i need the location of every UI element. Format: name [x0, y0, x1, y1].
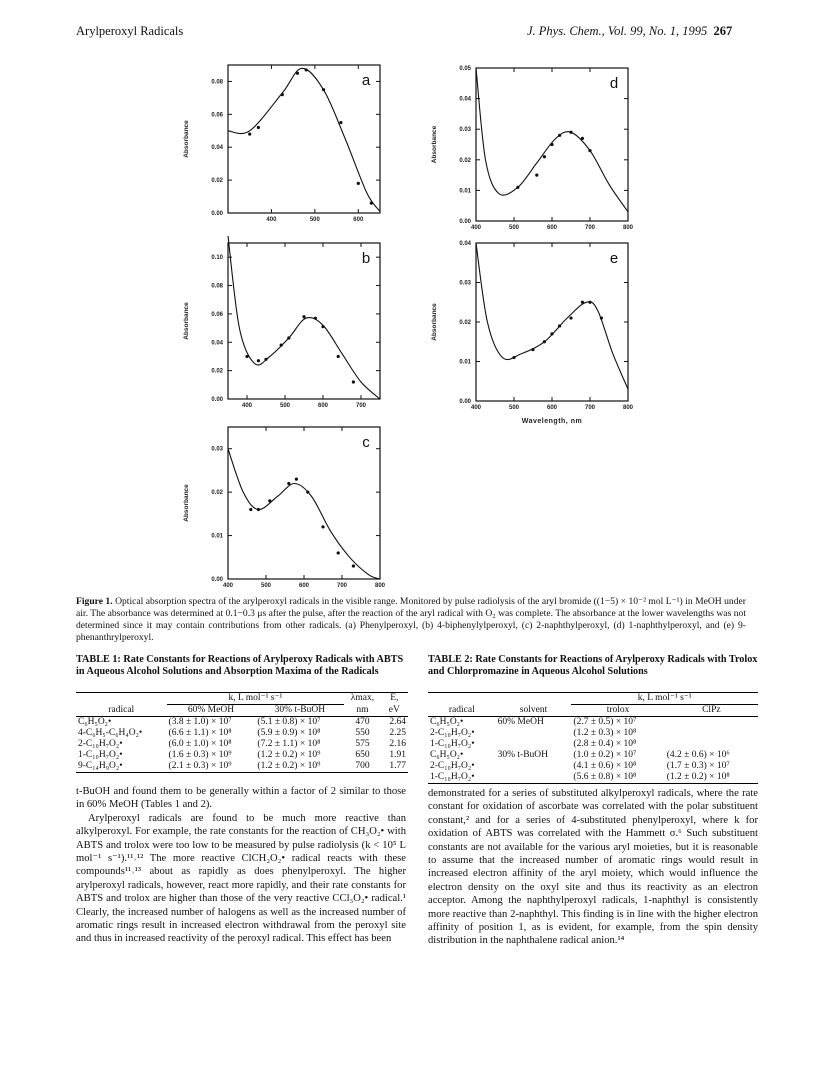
data-point — [281, 93, 284, 96]
table-row — [76, 717, 408, 729]
table2-col-trolox: trolox — [571, 705, 664, 717]
data-point — [245, 355, 248, 358]
y-tick-label: 0.10 — [211, 255, 223, 262]
x-tick-label: 400 — [266, 217, 277, 223]
table1-header-row-1 — [76, 693, 408, 705]
data-point — [569, 316, 572, 319]
data-point — [257, 359, 260, 362]
y-tick-label: 0.06 — [211, 112, 223, 119]
data-point — [322, 88, 325, 91]
fit-curve — [476, 243, 628, 389]
data-point — [295, 478, 298, 481]
y-axis-label: Absorbance — [183, 120, 190, 158]
fit-curve — [476, 68, 628, 212]
x-axis-label: Wavelength, nm — [521, 418, 583, 425]
table-row — [76, 728, 408, 739]
table2-cell-radical: 2-C₁₀H₇O₂• — [430, 728, 475, 738]
table2-col-radical: radical — [428, 705, 496, 717]
x-tick-label: 500 — [279, 403, 291, 409]
data-point — [305, 68, 308, 71]
y-tick-label: 0.00 — [211, 577, 223, 583]
table2-cell-trolox: (2.8 ± 0.4) × 10⁸ — [573, 739, 637, 749]
table2-cell-radical: 1-C₁₀H₇O₂• — [430, 739, 475, 749]
y-tick-label: 0.08 — [211, 79, 223, 86]
table1-cell-meoh: (6.0 ± 1.0) × 10⁸ — [168, 739, 232, 749]
x-tick-label: 600 — [317, 403, 329, 409]
table2-cell-radical: 1-C₁₀H₇O₂• — [430, 772, 475, 782]
x-tick-label: 800 — [374, 583, 386, 589]
table2 — [428, 692, 758, 784]
table1-cell-e: 1.91 — [389, 750, 406, 760]
table2-cell-trolox: (1.0 ± 0.2) × 10⁷ — [573, 750, 637, 760]
spectrum-plot-a — [183, 65, 380, 223]
data-point — [550, 143, 553, 146]
x-tick-label: 700 — [336, 583, 348, 589]
data-point — [569, 131, 572, 134]
y-tick-label: 0.03 — [459, 280, 471, 287]
plot-frame — [228, 65, 380, 213]
data-point — [535, 174, 538, 177]
data-point — [287, 482, 290, 485]
panel-label: b — [361, 250, 371, 267]
paragraph: Arylperoxyl radicals are found to be much more reactive than alkylperoxyl. For example, the rate constants for the reaction of CH₃O₂• with ABTS and trolox were too low to be measured by pulse radiolysis (k < 10⁵ L mol⁻¹ s⁻¹).¹¹˒¹² The more reactive ClCH₂O₂• radical reacts with these compounds¹¹˒¹³ about as rapidly as does phenylperoxyl. The higher arylperoxyl radicals, however, react more rapidly, and their rate constants for ABTS and trolox are higher than those of the very reactive CCl₃O₂• radical.¹ Clearly, the increased number of halogens as well as the increased number of aromatic rings result in increased electron withdrawal from the peroxyl site and thus in increased reactivity of the peroxyl radical. This effect has been — [76, 812, 406, 945]
fit-curve — [228, 68, 380, 211]
data-point — [306, 491, 309, 494]
x-tick-label: 800 — [622, 405, 634, 411]
data-point — [357, 182, 360, 185]
table2-cell-clpz — [665, 739, 758, 750]
y-tick-label: 0.01 — [459, 188, 471, 195]
panel-label: e — [609, 250, 619, 267]
table1-cell-lmax: 470 — [355, 717, 370, 727]
table2-cell-radical: C₆H₅O₂• — [430, 717, 464, 727]
y-tick-label: 0.00 — [459, 399, 471, 405]
table1-group-header: k, L mol⁻¹ s⁻¹ — [167, 693, 345, 705]
table1-col-radical: radical — [76, 705, 167, 717]
table1-cell-radical: 1-C₁₀H₇O₂• — [78, 750, 123, 760]
table1-cell-buoh: (5.9 ± 0.9) × 10⁸ — [257, 728, 321, 738]
table1-cell-lmax: 700 — [355, 761, 370, 771]
paragraph: t-BuOH and found them to be generally within a factor of 2 similar to those in 60% MeOH (Tables 1 and 2). — [76, 786, 406, 811]
table1-cell-meoh: (1.6 ± 0.3) × 10⁹ — [168, 750, 232, 760]
x-tick-label: 500 — [260, 583, 272, 589]
table2-col-clpz: ClPz — [665, 705, 758, 717]
table-row — [428, 739, 758, 750]
table2-group-header: k, L mol⁻¹ s⁻¹ — [571, 693, 758, 705]
table1-cell-radical: 4-C₆H₅-C₆H₄O₂• — [78, 728, 143, 738]
table1-col-buoh: 30% t-BuOH — [255, 705, 344, 717]
table1-e-header: E, — [390, 693, 399, 704]
table1-cell-radical: C₆H₅O₂• — [78, 717, 112, 727]
data-point — [339, 121, 342, 124]
data-point — [314, 317, 317, 320]
y-tick-label: 0.02 — [211, 368, 223, 375]
table2-cell-clpz: (4.2 ± 0.6) × 10⁶ — [666, 750, 730, 760]
table2-cell-radical: 2-C₁₀H₇O₂• — [430, 761, 475, 771]
data-point — [558, 134, 561, 137]
x-tick-label: 600 — [546, 405, 558, 411]
table1-unit-ev: eV — [381, 705, 408, 717]
table-row — [428, 772, 758, 784]
y-tick-label: 0.04 — [211, 145, 223, 152]
table2-header-row-1 — [428, 693, 758, 705]
table1-lmax-header: λmax, — [350, 693, 375, 704]
data-point — [321, 525, 324, 528]
table1 — [76, 692, 408, 773]
table1-header-row-2 — [76, 705, 408, 717]
table2-cell-solvent — [496, 761, 572, 772]
panel-label: a — [361, 72, 371, 89]
table1-cell-radical: 9-C₁₄H₉O₂• — [78, 761, 123, 771]
table-row — [428, 717, 758, 729]
data-point — [600, 316, 603, 319]
table2-cell-solvent — [496, 728, 572, 739]
fit-curve — [228, 449, 380, 579]
table2-cell-solvent — [496, 772, 572, 784]
x-tick-label: 700 — [584, 405, 596, 411]
y-tick-label: 0.02 — [459, 157, 471, 164]
journal-name: J. Phys. Chem., Vol. 99, No. 1, 1995 — [527, 24, 708, 38]
table2-cell-clpz: (1.7 ± 0.3) × 10⁷ — [666, 761, 730, 771]
table2-cell-solvent — [496, 739, 572, 750]
spectrum-plot-b — [183, 243, 380, 409]
data-point — [257, 126, 260, 129]
y-tick-label: 0.02 — [211, 178, 223, 185]
y-tick-label: 0.03 — [211, 446, 223, 453]
page-number: 267 — [713, 24, 733, 38]
y-tick-label: 0.04 — [211, 340, 223, 347]
y-tick-label: 0.02 — [211, 490, 223, 497]
data-point — [337, 355, 340, 358]
y-tick-label: 0.04 — [459, 96, 471, 103]
table1-col-meoh: 60% MeOH — [167, 705, 256, 717]
data-point — [302, 315, 305, 318]
data-point — [588, 301, 591, 304]
table1-cell-meoh: (2.1 ± 0.3) × 10⁹ — [168, 761, 232, 771]
table1-cell-e: 2.16 — [389, 739, 406, 749]
journal-citation — [527, 24, 732, 39]
table-row — [428, 728, 758, 739]
data-point — [558, 324, 561, 327]
x-tick-label: 400 — [222, 583, 234, 589]
y-axis-label: Absorbance — [183, 484, 190, 522]
data-point — [352, 380, 355, 383]
y-tick-label: 0.00 — [459, 219, 471, 225]
table2-header-row-2 — [428, 705, 758, 717]
table-row — [76, 739, 408, 750]
x-tick-label: 600 — [546, 225, 558, 231]
x-tick-label: 700 — [355, 403, 367, 409]
table-row — [428, 750, 758, 761]
y-tick-label: 0.03 — [459, 127, 471, 134]
plot-frame — [228, 427, 380, 579]
paragraph: demonstrated for a series of substituted alkylperoxyl radicals, where the rate constant for oxidation of ascorbate was correlated with the polar substituent constant,² and for a series of 4-substituted phenylperoxyl, where k for oxidation of ABTS was correlated with the Hammett σ.⁶ Such substituent constants are not available for the various aryl moieties, but it is reasonable to assume that the increased number of aromatic rings would result in increased electron affinity of the aryl moiety, which would influence the electron density on the oxyl site and thus its reactivity as an electron acceptor. Among the naphthylperoxyl radicals, 1-naphthyl is consistently more reactive than 2-naphthyl. This finding is in line with the higher electron affinity of position 1, as is evident, for example, from the spin density distribution in the naphthalene radical anion.¹⁴ — [428, 788, 758, 947]
data-point — [321, 325, 324, 328]
y-tick-label: 0.01 — [459, 359, 471, 366]
data-point — [531, 348, 534, 351]
spectrum-plot-e — [431, 241, 634, 425]
table2-cell-clpz: (1.2 ± 0.2) × 10⁸ — [666, 772, 730, 782]
x-tick-label: 700 — [584, 225, 596, 231]
y-tick-label: 0.01 — [211, 533, 223, 540]
data-point — [581, 137, 584, 140]
data-point — [287, 336, 290, 339]
y-tick-label: 0.05 — [459, 66, 471, 72]
x-tick-label: 400 — [470, 405, 482, 411]
x-tick-label: 400 — [241, 403, 253, 409]
table-row — [76, 761, 408, 773]
running-title: Arylperoxyl Radicals — [76, 24, 184, 38]
table1-cell-lmax: 550 — [355, 728, 370, 738]
plot-frame — [228, 243, 380, 399]
y-tick-label: 0.08 — [211, 283, 223, 290]
y-tick-label: 0.00 — [211, 211, 223, 217]
table2-cell-trolox: (5.6 ± 0.8) × 10⁸ — [573, 772, 637, 782]
x-tick-label: 500 — [508, 225, 520, 231]
table-row — [76, 750, 408, 761]
table2-cell-solvent: 60% MeOH — [497, 717, 544, 727]
data-point — [588, 149, 591, 152]
y-tick-label: 0.04 — [459, 241, 471, 247]
data-point — [516, 186, 519, 189]
x-tick-label: 400 — [470, 225, 482, 231]
data-point — [268, 499, 271, 502]
figure-label: Figure 1. — [76, 596, 113, 607]
data-point — [352, 564, 355, 567]
x-tick-label: 600 — [298, 583, 310, 589]
table1-cell-buoh: (1.2 ± 0.2) × 10⁹ — [257, 750, 321, 760]
data-point — [296, 72, 299, 75]
y-tick-label: 0.06 — [211, 311, 223, 318]
y-tick-label: 0.00 — [211, 397, 223, 403]
data-point — [543, 340, 546, 343]
data-point — [337, 551, 340, 554]
table1-cell-radical: 2-C₁₀H₇O₂• — [78, 739, 123, 749]
y-tick-label: 0.02 — [459, 320, 471, 326]
table1-cell-meoh: (6.6 ± 1.1) × 10⁸ — [168, 728, 232, 738]
x-tick-label: 800 — [622, 225, 634, 231]
data-point — [249, 508, 252, 511]
data-point — [543, 155, 546, 158]
table1-cell-e: 1.77 — [389, 761, 406, 771]
figure-caption — [76, 596, 746, 644]
x-tick-label: 500 — [309, 217, 320, 223]
table1-cell-meoh: (3.8 ± 1.0) × 10⁷ — [168, 717, 232, 727]
table1-cell-buoh: (7.2 ± 1.1) × 10⁸ — [257, 739, 321, 749]
panel-label: c — [362, 434, 370, 451]
table2-cell-radical: C₆H₅O₂• — [430, 750, 464, 760]
table1-cell-e: 2.64 — [389, 717, 406, 727]
table2-cell-trolox: (1.2 ± 0.3) × 10⁸ — [573, 728, 637, 738]
panel-label: d — [609, 75, 619, 92]
y-axis-label: Absorbance — [431, 303, 438, 341]
data-point — [581, 301, 584, 304]
table1-cell-e: 2.25 — [389, 728, 406, 738]
table2-cell-clpz — [665, 728, 758, 739]
table2-cell-trolox: (4.1 ± 0.6) × 10⁸ — [573, 761, 637, 771]
table-row — [428, 761, 758, 772]
table1-cell-buoh: (5.1 ± 0.8) × 10⁷ — [257, 717, 321, 727]
figure-caption-text: Optical absorption spectra of the arylperoxyl radicals in the visible range. Monitored by pulse radiolysis of the aryl bromide ((1−5) × 10⁻² mol L⁻¹) in MeOH under air. The absorbance was determined at 0.1−0.3 μs after the pulse, after the reaction of the aryl radical with O₂ was complete. The absorbance at the lower wavelengths was not determined since it may contain contributions from other radicals. (a) Phenylperoxyl, (b) 4-biphenylylperoxyl, (c) 2-naphthylperoxyl, (d) 1-naphthylperoxyl, and (e) 9-phenanthrylperoxyl. — [76, 596, 746, 643]
table1-unit-nm: nm — [344, 705, 380, 717]
table1-cell-lmax: 575 — [355, 739, 370, 749]
table1-cell-lmax: 650 — [355, 750, 370, 760]
x-tick-label: 600 — [353, 217, 364, 223]
table2-title: TABLE 2: Rate Constants for Reactions of Arylperoxy Radicals with Trolox and Chlorpromazine in Aqueous Alcohol Solutions — [428, 654, 758, 677]
table2-col-solvent: solvent — [496, 705, 572, 717]
x-tick-label: 500 — [508, 405, 520, 411]
data-point — [264, 358, 267, 361]
data-point — [370, 202, 373, 205]
table2-cell-clpz — [665, 717, 758, 729]
data-point — [248, 132, 251, 135]
body-column-right — [428, 787, 758, 948]
plot-frame — [476, 243, 628, 401]
table2-cell-trolox: (2.7 ± 0.5) × 10⁷ — [573, 717, 637, 727]
data-point — [512, 356, 515, 359]
y-axis-label: Absorbance — [183, 302, 190, 340]
y-axis-label: Absorbance — [431, 125, 438, 164]
table2-cell-solvent: 30% t-BuOH — [497, 750, 549, 760]
data-point — [257, 508, 260, 511]
table1-title: TABLE 1: Rate Constants for Reactions of Arylperoxy Radicals with ABTS in Aqueous Alcohol Solutions and Absorption Maxima of the Radicals — [76, 654, 404, 677]
body-column-left — [76, 785, 406, 946]
spectrum-plot-d — [431, 66, 634, 231]
spectrum-plot-c — [183, 427, 386, 589]
data-point — [550, 332, 553, 335]
table1-cell-buoh: (1.2 ± 0.2) × 10⁹ — [257, 761, 321, 771]
data-point — [280, 344, 283, 347]
